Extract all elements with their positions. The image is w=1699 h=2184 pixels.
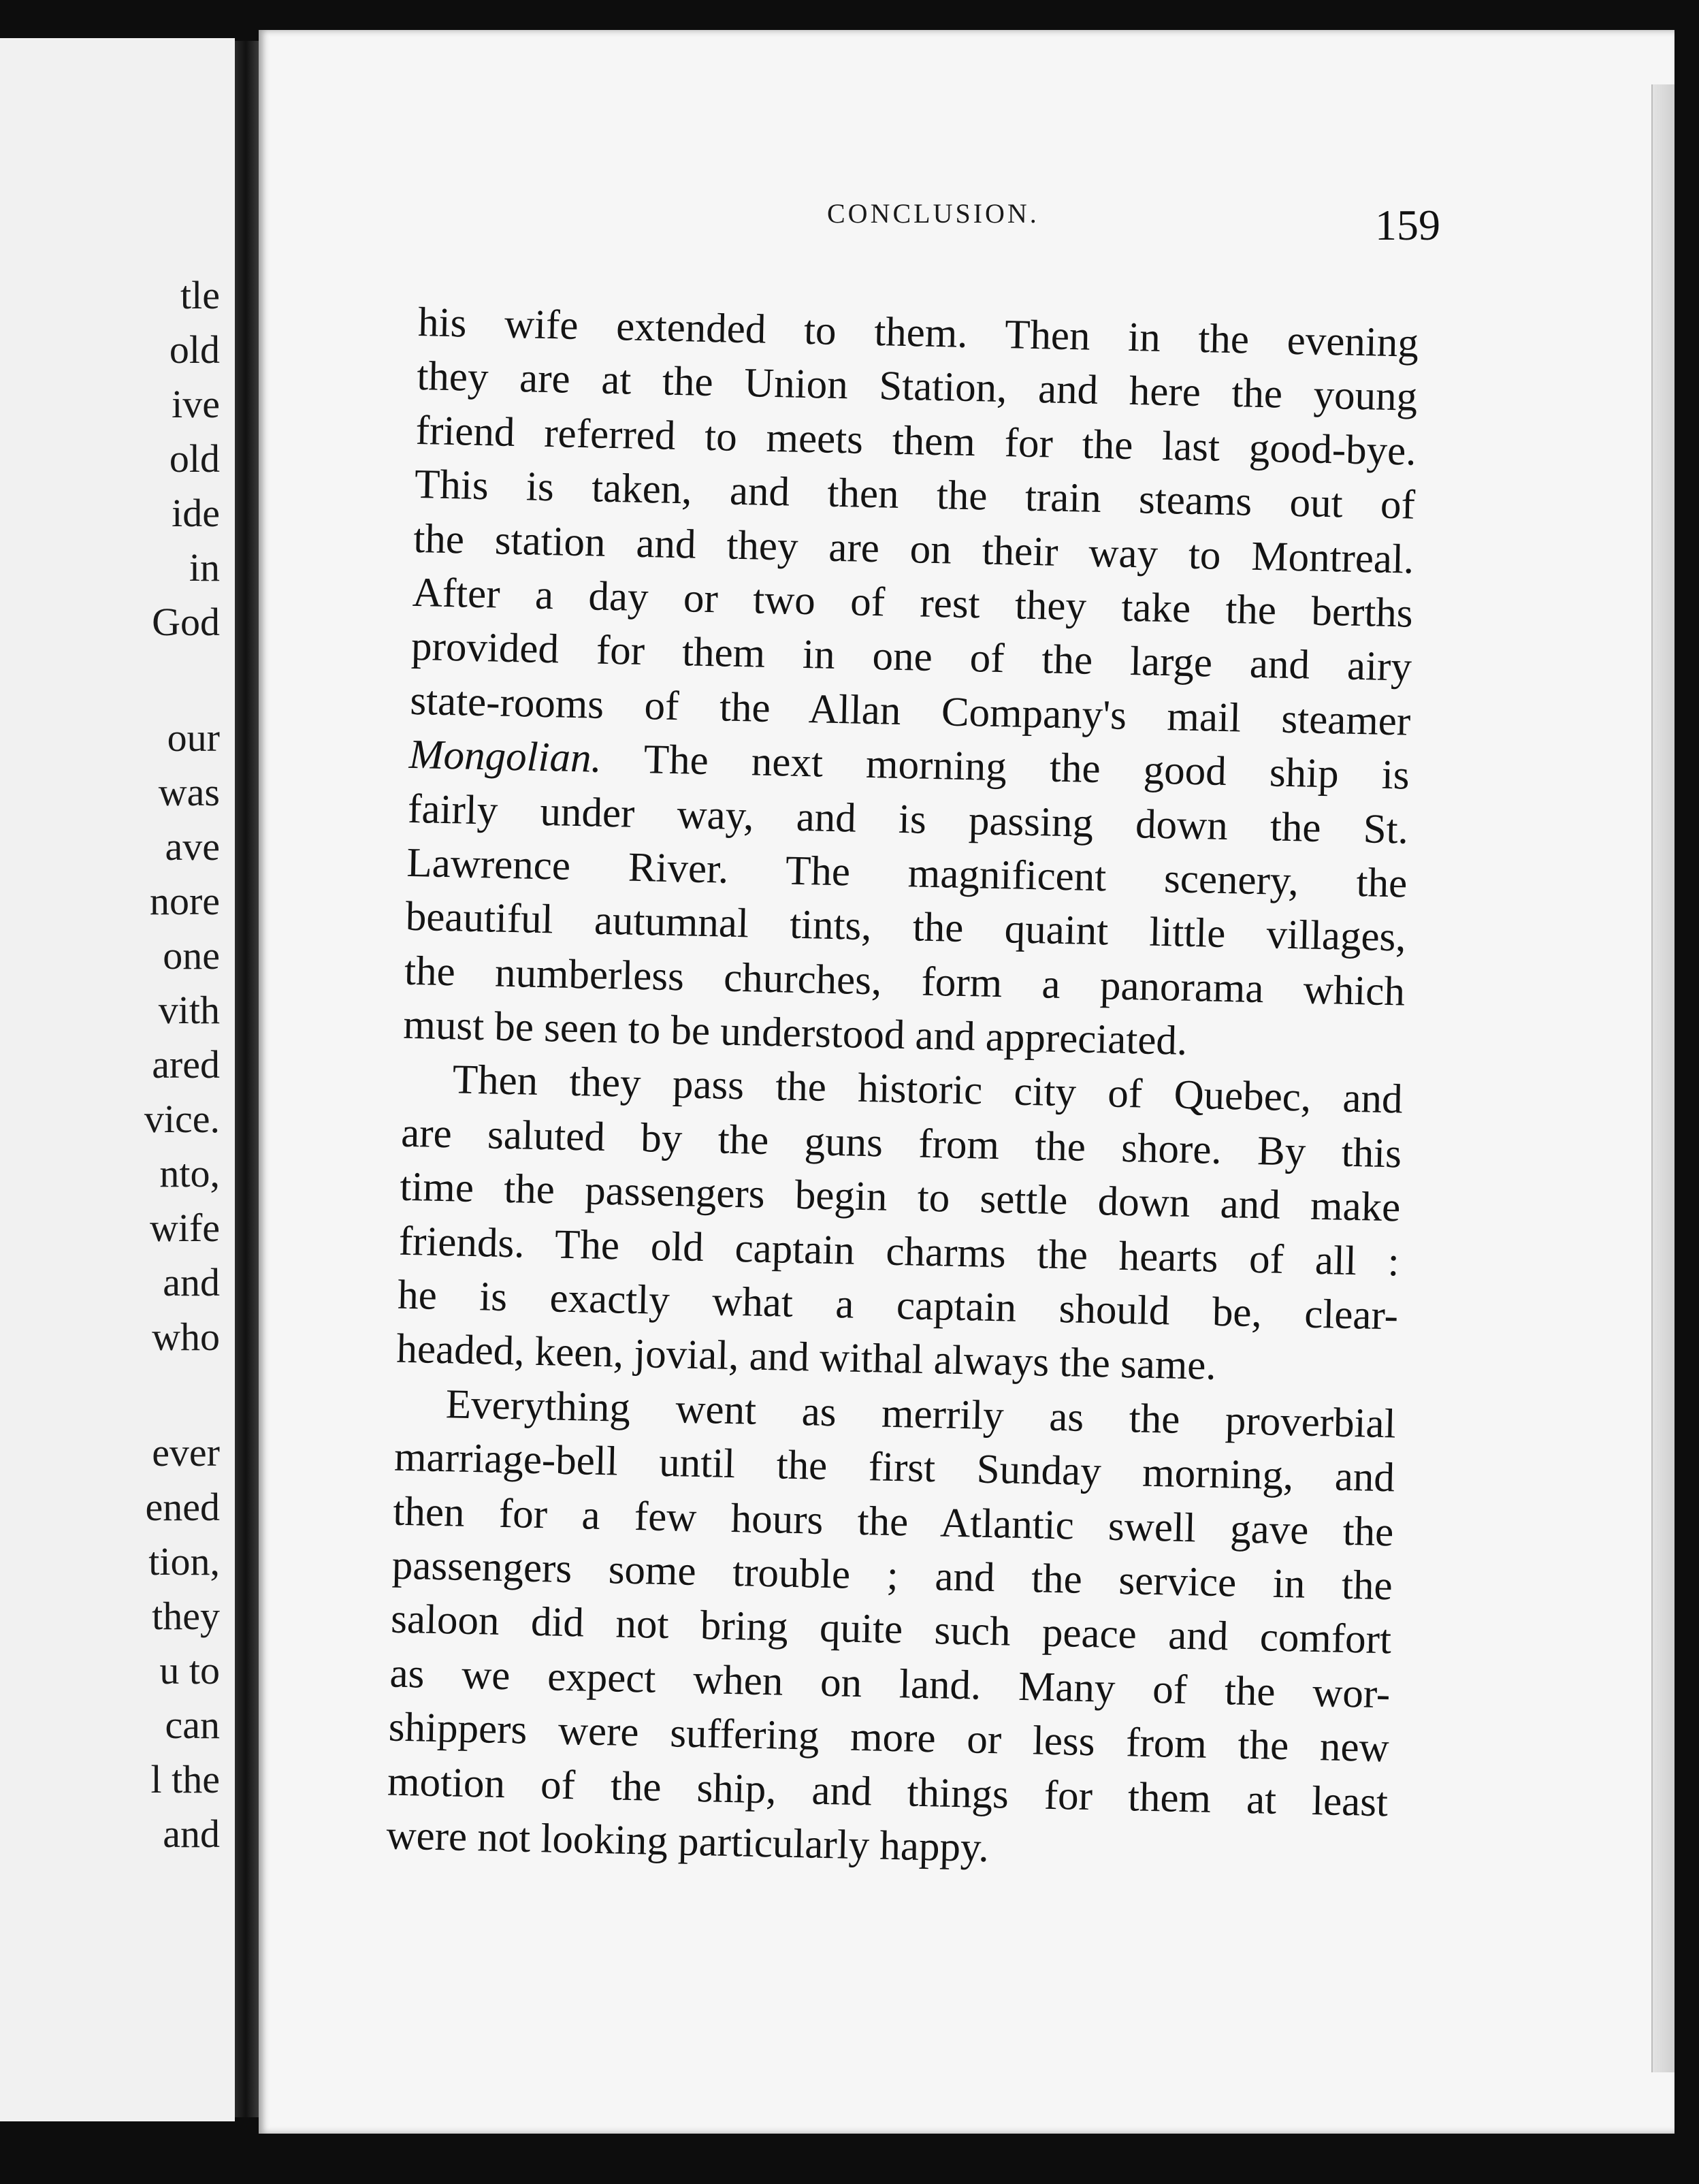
left-line: and <box>163 1260 220 1304</box>
left-line: ened <box>145 1485 220 1529</box>
left-line: one <box>163 933 220 978</box>
text-line: then for a few hours the Atlantic swell gave the <box>392 1488 1394 1555</box>
text-line: he is exactly what a captain should be, clear- <box>397 1272 1399 1339</box>
text-line: This is taken, and then the train steams out of <box>414 462 1416 528</box>
text-line: state-rooms of the Allan Company's mail steamer <box>409 677 1411 745</box>
text-line: passengers some trouble ; and the service in the <box>391 1542 1393 1609</box>
ship-name: Mongolian. <box>408 731 602 782</box>
left-line: wife <box>149 1206 220 1250</box>
text-line: as we expect when on land. Many of the wor- <box>389 1650 1391 1718</box>
text-line: are saluted by the guns from the shore. By this <box>400 1110 1402 1177</box>
left-line: ive <box>172 382 220 426</box>
text-line: Lawrence River. The magnificent scenery, the <box>406 839 1408 907</box>
text-line: his wife extended to them. Then in the evening <box>417 299 1419 366</box>
left-line: ared <box>152 1042 220 1087</box>
text-line: provided for them in one of the large and airy <box>410 624 1412 691</box>
running-head: CONCLUSION. <box>827 198 1039 229</box>
left-line: they <box>152 1594 220 1638</box>
right-page <box>259 30 1674 2134</box>
page-number: 159 <box>1375 201 1440 249</box>
text-line: Then they pass the historic city of Quebec, and <box>452 1057 1404 1123</box>
text-line: friends. The old captain charms the hearts of all : <box>398 1218 1400 1285</box>
text-line: friend referred to meets them for the last good-bye. <box>415 407 1417 475</box>
text-line: shippers were suffering more or less from the new <box>388 1704 1390 1771</box>
text-line: motion of the ship, and things for them at least <box>387 1759 1389 1825</box>
text-line: marriage-bell until the first Sunday morning, and <box>393 1434 1395 1501</box>
left-line: nto, <box>159 1151 220 1195</box>
left-line: our <box>167 716 220 760</box>
text-line: saloon did not bring quite such peace and comfort <box>390 1596 1392 1663</box>
text-line: the station and they are on their way to Montreal. <box>412 515 1414 583</box>
left-line: vice. <box>144 1097 220 1141</box>
text-line: beautiful autumnal tints, the quaint little villages, <box>405 894 1407 961</box>
left-line: ide <box>172 491 220 535</box>
text-line: fairly under way, and is passing down the St. <box>407 786 1409 853</box>
book-gutter <box>235 41 262 2117</box>
left-line: who <box>152 1315 220 1359</box>
left-line: ave <box>165 824 220 869</box>
text-line: must be seen to be understood and appreciated. <box>402 1001 1188 1064</box>
left-page <box>0 38 235 2121</box>
text-line: were not looking particularly happy. <box>385 1812 990 1871</box>
text-line: the numberless churches, form a panorama which <box>404 948 1406 1015</box>
left-line: u to <box>159 1648 220 1692</box>
body-text <box>386 295 1419 1884</box>
page-edge <box>1651 84 1674 2072</box>
left-line: tle <box>180 273 220 317</box>
left-line: was <box>158 770 220 814</box>
text-fragment: The next morning the good ship is <box>601 735 1410 799</box>
text-line: After a day or two of rest they take the berths <box>412 569 1414 637</box>
left-line: vith <box>158 988 220 1032</box>
left-line: can <box>165 1703 220 1747</box>
text-line: time the passengers begin to settle down and make <box>399 1163 1401 1231</box>
text-line: headed, keen, jovial, and withal always the same. <box>395 1326 1217 1390</box>
left-line: l the <box>150 1757 220 1801</box>
left-line: in <box>189 545 220 590</box>
left-line: nore <box>149 879 220 923</box>
left-line: tion, <box>148 1539 220 1584</box>
left-line: ever <box>152 1430 220 1475</box>
text-line: they are at the Union Station, and here the young <box>416 353 1418 421</box>
left-line: God <box>152 600 220 644</box>
text-line: Everything went as merrily as the proverbial <box>445 1381 1397 1447</box>
left-line: old <box>169 327 220 372</box>
left-line: old <box>169 436 220 481</box>
left-line: and <box>163 1812 220 1856</box>
